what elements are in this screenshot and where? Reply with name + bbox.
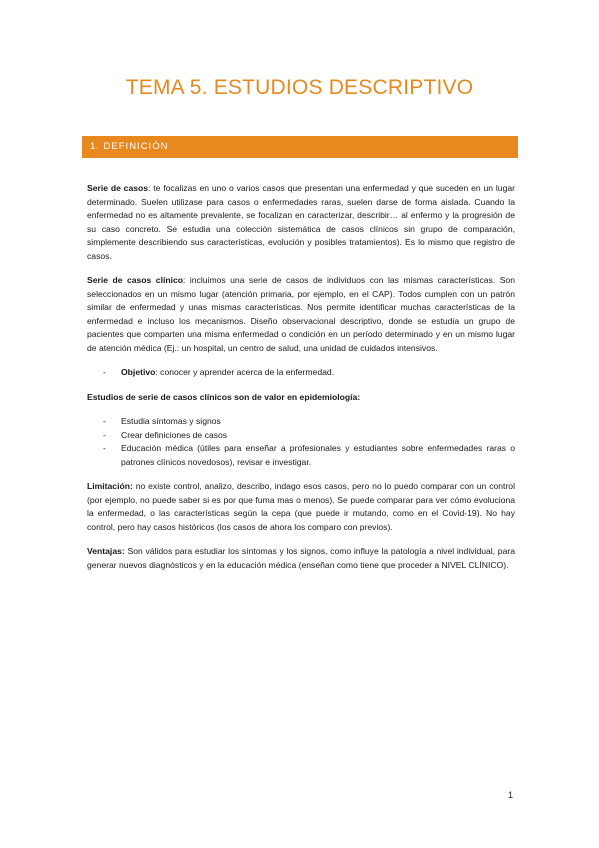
value-heading-text: Estudios de serie de casos clínicos son de valor en epidemiología: <box>87 391 361 402</box>
list-item <box>87 429 515 443</box>
term-serie-de-casos: Serie de casos <box>87 183 149 193</box>
bullet-dash: - <box>103 443 106 453</box>
objective-list <box>87 366 515 380</box>
bullet-dash: - <box>103 367 106 377</box>
list-item <box>87 415 515 429</box>
bullet-dash: - <box>103 429 106 440</box>
paragraph-limitacion <box>87 480 515 534</box>
term-serie-de-casos-clinico: Serie de casos clínico <box>87 275 184 285</box>
document-body <box>87 182 515 583</box>
text-objetivo: : conocer y aprender acerca de la enfermedad. <box>155 367 335 377</box>
text-serie-de-casos-clinico: : incluimos una serie de casos de individuos con las mismas características. Son seleccionados en un mismo lugar (atención primaria, por ejemplo, en el CAP). Todos cumplen con un patrón similar de enfermedad y unas mismas características. Nos permite identificar muchas características de la enfermedad e incluso los mecanismos. Diseño observacional descriptivo, donde se estudia un grupo de pacientes que comparten una misma enfermedad o condición en un período determinado y en un mismo lugar de atención médica (Ej.: un hospital, un centro de salud, una unidad de cuidados intensivos. <box>87 275 515 353</box>
term-objetivo: Objetivo <box>121 367 156 377</box>
list-item-text: Crear definiciones de casos <box>121 429 228 440</box>
value-heading <box>87 391 515 405</box>
list-item <box>87 442 515 469</box>
value-list <box>87 415 515 469</box>
text-serie-de-casos: : te focalizas en uno o varios casos que presentan una enfermedad y que suceden en un lugar determinado. Suelen utilizase para casos o enfermedades raras, suelen darse de forma aislada. Cuando la enfermedad no es altamente prevalente, se focalizan en caracterizar, describir… al enfermo y la progresión de su caso concreto. Se estudia una colección sistemática de casos clínicos sin grupo de comparación, simplemente describiendo sus características, evolución y posibles tratamientos). Es lo mismo que registro de casos. <box>87 183 515 261</box>
page-number: 1 <box>508 790 514 800</box>
term-ventajas: Ventajas: <box>87 546 125 556</box>
section-heading-bar <box>82 136 518 158</box>
text-ventajas: Son válidos para estudiar los síntomas y los signos, como influye la patología a nivel individual, para generar nuevos diagnósticos y en la educación médica (enseñan como tiene que proceder a NIVEL CLÍNICO). <box>87 546 515 570</box>
list-item <box>87 366 515 380</box>
paragraph-ventajas <box>87 545 515 572</box>
bullet-dash: - <box>103 416 106 426</box>
section-heading: 1. DEFINICIÓN <box>90 141 169 152</box>
paragraph-serie-de-casos <box>87 182 515 263</box>
list-item-text: Estudia síntomas y signos <box>121 416 221 426</box>
term-limitacion: Limitación: <box>87 481 133 491</box>
page-title: TEMA 5. ESTUDIOS DESCRIPTIVO <box>125 76 474 99</box>
paragraph-serie-de-casos-clinico <box>87 274 515 355</box>
text-limitacion: no existe control, analizo, describo, indago esos casos, pero no lo puedo comparar con un control (por ejemplo, no puede saber si es por que fuma mas o menos). Se puede comparar para ver cómo evoluciona la enfermedad, o las características según la cepa (que puede ir mutando, como en el Covid-19). No hay control, pero hay casos históricos (los casos de ahora los comparo con previos). <box>87 481 515 532</box>
list-item-text: Educación médica (útiles para enseñar a profesionales y estudiantes sobre enfermedades raras o patrones clínicos novedosos), revisar e investigar. <box>121 443 515 467</box>
